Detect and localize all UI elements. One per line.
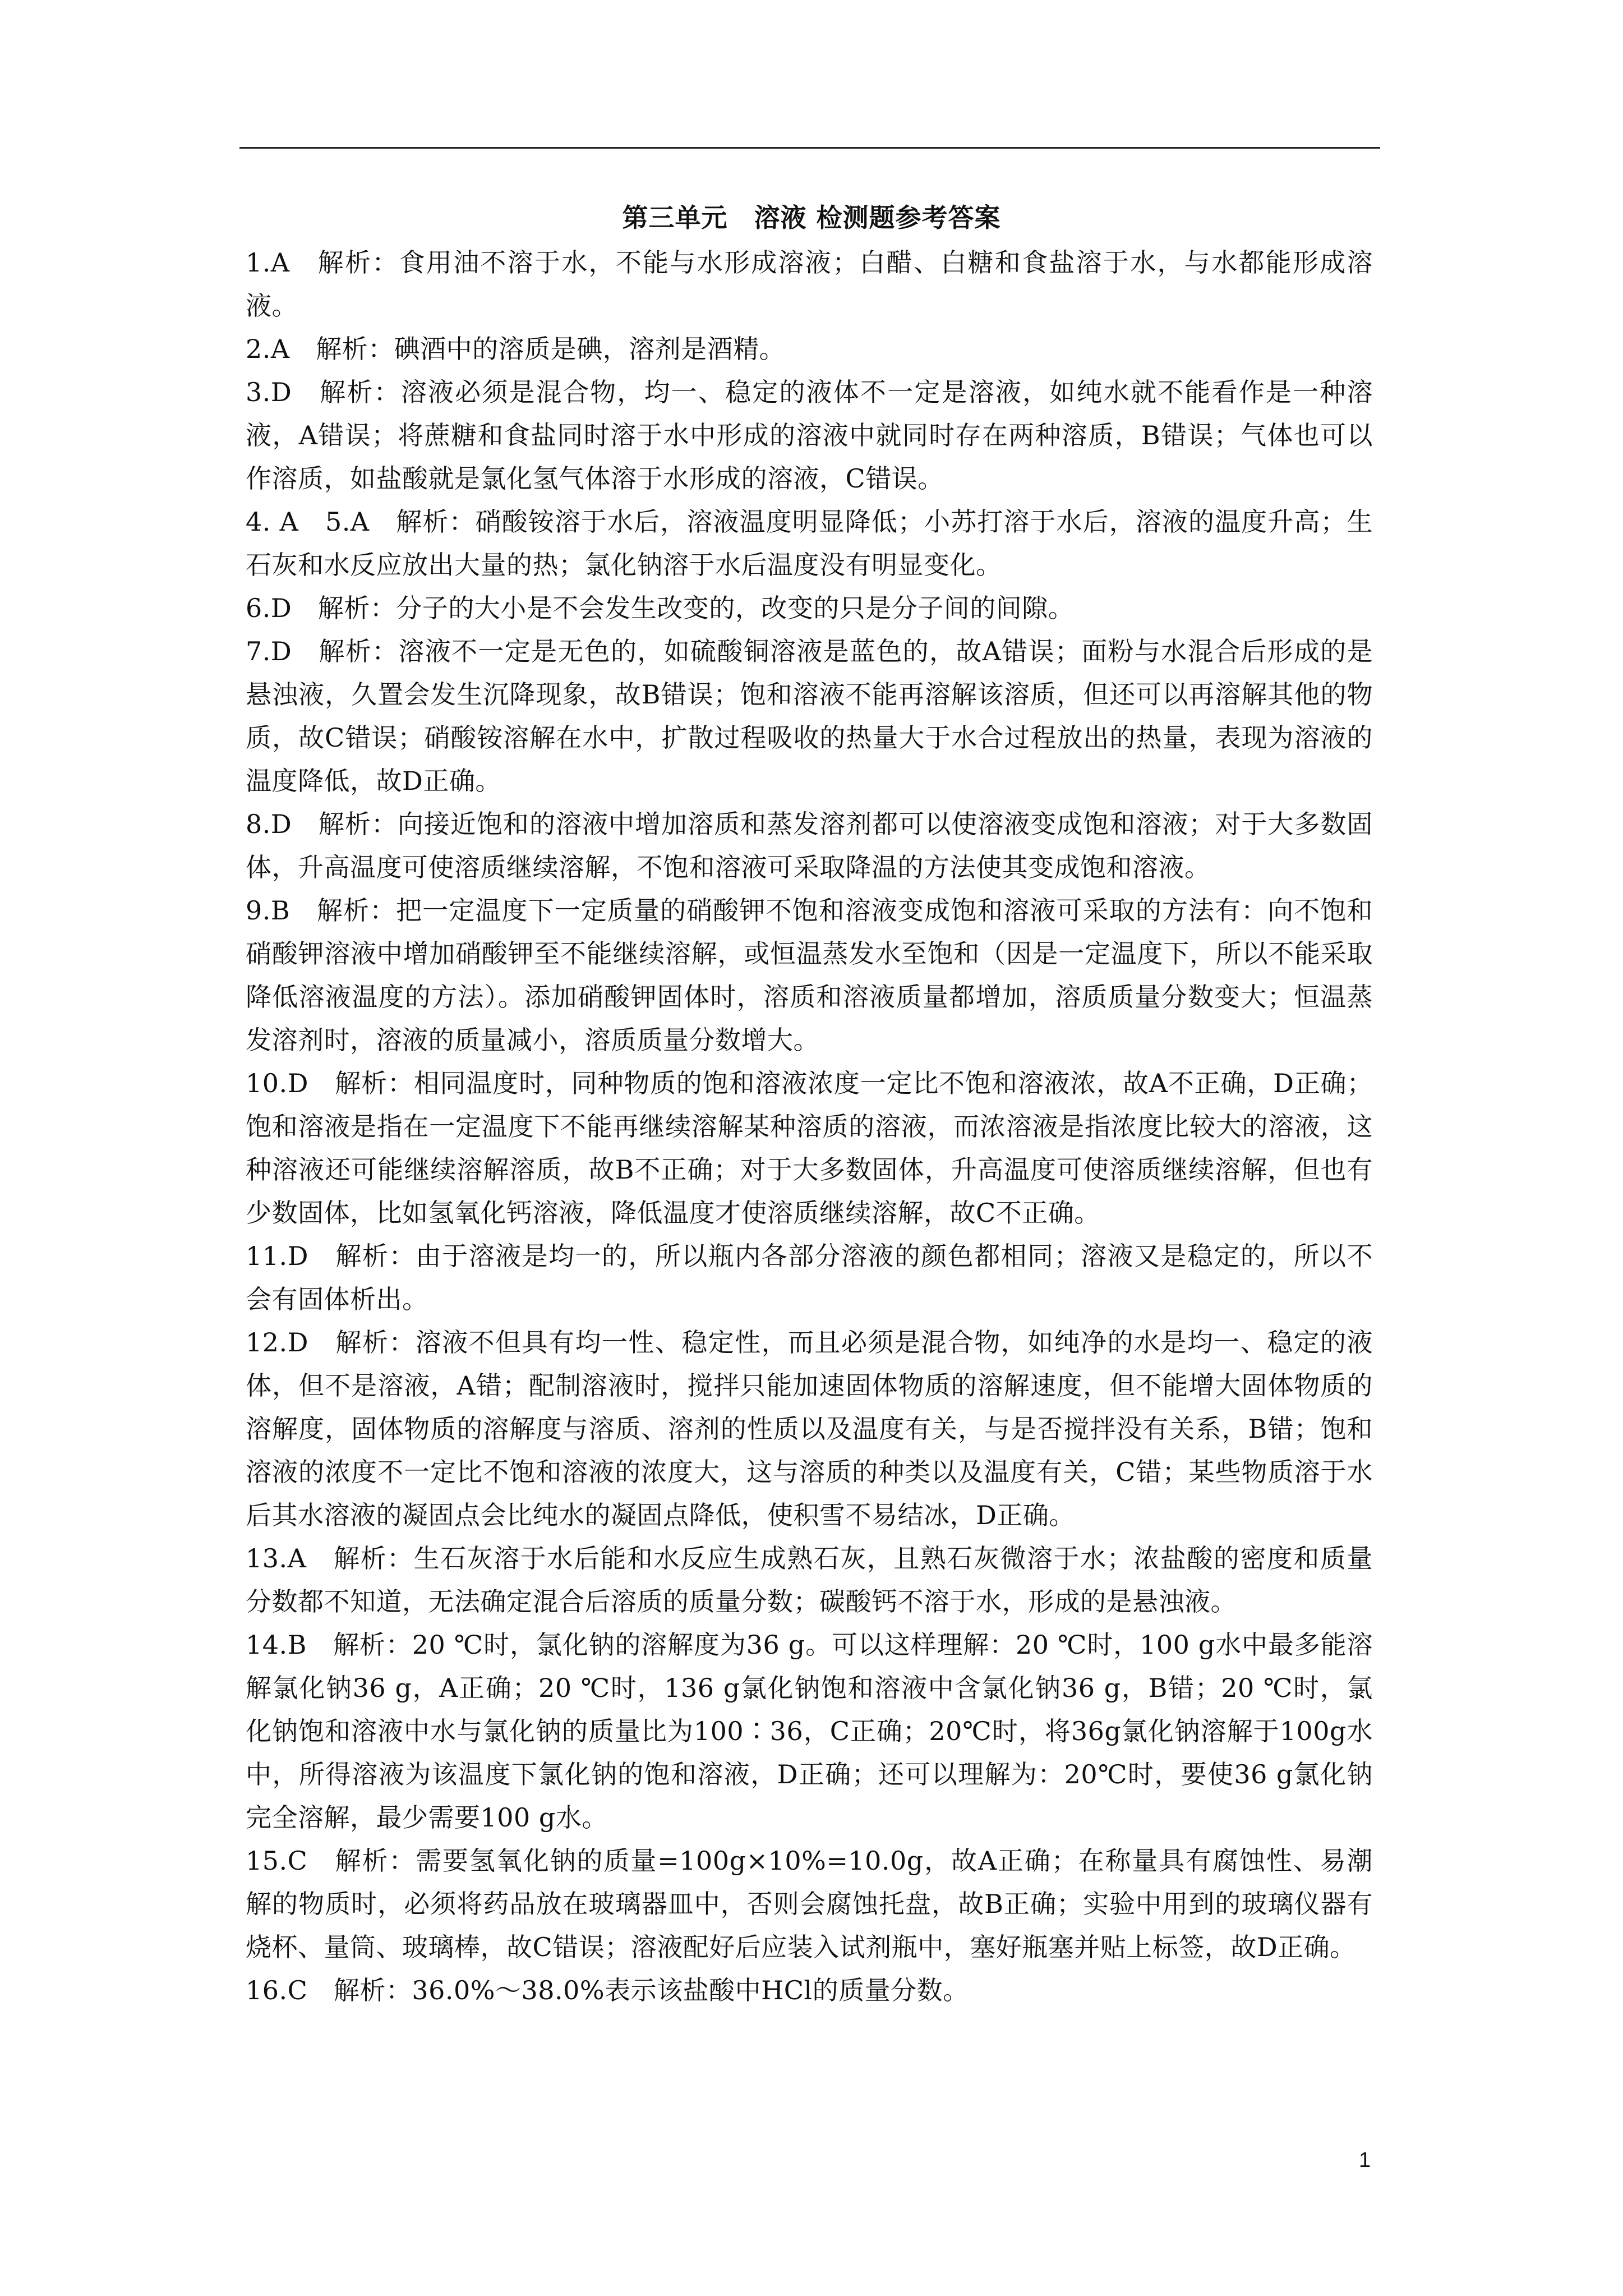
page-title: 第三单元 溶液 检测题参考答案 (622, 203, 1001, 233)
header-rule (239, 147, 1380, 149)
answer-2: 2.A 解析：碘酒中的溶质是碘，溶剂是酒精。 (246, 334, 786, 364)
answer-16: 16.C 解析：36.0%～38.0%表示该盐酸中HCl的质量分数。 (246, 1975, 969, 2005)
answer-list (246, 241, 1373, 2012)
page-number: 1 (1359, 2148, 1371, 2172)
answer-3: 3.D 解析：溶液必须是混合物，均一、稳定的液体不一定是溶液，如纯水就不能看作是一种溶液，A错误；将蔗糖和食盐同时溶于水中形成的溶液中就同时存在两种溶质，B错误；气体也可以作溶质，如盐酸就是氯化氢气体溶于水形成的溶液，C错误。 (246, 377, 1373, 494)
answer-4-5: 4. A 5.A 解析：硝酸铵溶于水后，溶液温度明显降低；小苏打溶于水后，溶液的温度升高；生石灰和水反应放出大量的热；氯化钠溶于水后温度没有明显变化。 (246, 507, 1373, 580)
answer-12: 12.D 解析：溶液不但具有均一性、稳定性，而且必须是混合物，如纯净的水是均一、稳定的液体，但不是溶液，A错；配制溶液时，搅拌只能加速固体物质的溶解速度，但不能增大固体物质的溶解度，固体物质的溶解度与溶质、溶剂的性质以及温度有关，与是否搅拌没有关系，B错；饱和溶液的浓度不一定比不饱和溶液的浓度大，这与溶质的种类以及温度有关，C错；某些物质溶于水后其水溶液的凝固点会比纯水的凝固点降低，使积雪不易结冰，D正确。 (246, 1327, 1373, 1530)
answer-8: 8.D 解析：向接近饱和的溶液中增加溶质和蒸发溶剂都可以使溶液变成饱和溶液；对于大多数固体，升高温度可使溶质继续溶解，不饱和溶液可采取降温的方法使其变成饱和溶液。 (246, 809, 1373, 882)
answer-7: 7.D 解析：溶液不一定是无色的，如硫酸铜溶液是蓝色的，故A错误；面粉与水混合后形成的是悬浊液，久置会发生沉降现象，故B错误；饱和溶液不能再溶解该溶质，但还可以再溶解其他的物质，故C错误；硝酸铵溶解在水中，扩散过程吸收的热量大于水合过程放出的热量，表现为溶液的温度降低，故D正确。 (246, 636, 1373, 796)
answer-9: 9.B 解析：把一定温度下一定质量的硝酸钾不饱和溶液变成饱和溶液可采取的方法有：向不饱和硝酸钾溶液中增加硝酸钾至不能继续溶解，或恒温蒸发水至饱和（因是一定温度下，所以不能采取降低溶液温度的方法）。添加硝酸钾固体时，溶质和溶液质量都增加，溶质质量分数变大；恒温蒸发溶剂时，溶液的质量减小，溶质质量分数增大。 (246, 895, 1373, 1055)
answer-11: 11.D 解析：由于溶液是均一的，所以瓶内各部分溶液的颜色都相同；溶液又是稳定的，所以不会有固体析出。 (246, 1241, 1373, 1314)
answer-10: 10.D 解析：相同温度时，同种物质的饱和溶液浓度一定比不饱和溶液浓，故A不正确，D正确；饱和溶液是指在一定温度下不能再继续溶解某种溶质的溶液，而浓溶液是指浓度比较大的溶液，这种溶液还可能继续溶解溶质，故B不正确；对于大多数固体，升高温度可使溶质继续溶解，但也有少数固体，比如氢氧化钙溶液，降低温度才使溶质继续溶解，故C不正确。 (246, 1068, 1373, 1228)
answer-13: 13.A 解析：生石灰溶于水后能和水反应生成熟石灰，且熟石灰微溶于水；浓盐酸的密度和质量分数都不知道，无法确定混合后溶质的质量分数；碳酸钙不溶于水，形成的是悬浊液。 (246, 1543, 1373, 1617)
answer-14: 14.B 解析：20 ℃时，氯化钠的溶解度为36 g。可以这样理解：20 ℃时，100 g水中最多能溶解氯化钠36 g，A正确；20 ℃时，136 g氯化钠饱和溶液中含氯化钠36 g，B错；20 ℃时，氯化钠饱和溶液中水与氯化钠的质量比为100∶36，C正确；20℃时，将36g氯化钠溶解于100g水中，所得溶液为该温度下氯化钠的饱和溶液，D正确；还可以理解为：20℃时，要使36 g氯化钠完全溶解，最少需要100 g水。 (246, 1630, 1373, 1833)
answer-6: 6.D 解析：分子的大小是不会发生改变的，改变的只是分子间的间隙。 (246, 593, 1075, 623)
answer-15: 15.C 解析：需要氢氧化钠的质量=100g×10%=10.0g，故A正确；在称量具有腐蚀性、易潮解的物质时，必须将药品放在玻璃器皿中，否则会腐蚀托盘，故B正确；实验中用到的玻璃仪器有烧杯、量筒、玻璃棒，故C错误；溶液配好后应装入试剂瓶中，塞好瓶塞并贴上标签，故D正确。 (246, 1846, 1373, 1962)
answer-1: 1.A 解析：食用油不溶于水，不能与水形成溶液；白醋、白糖和食盐溶于水，与水都能形成溶液。 (246, 247, 1373, 321)
